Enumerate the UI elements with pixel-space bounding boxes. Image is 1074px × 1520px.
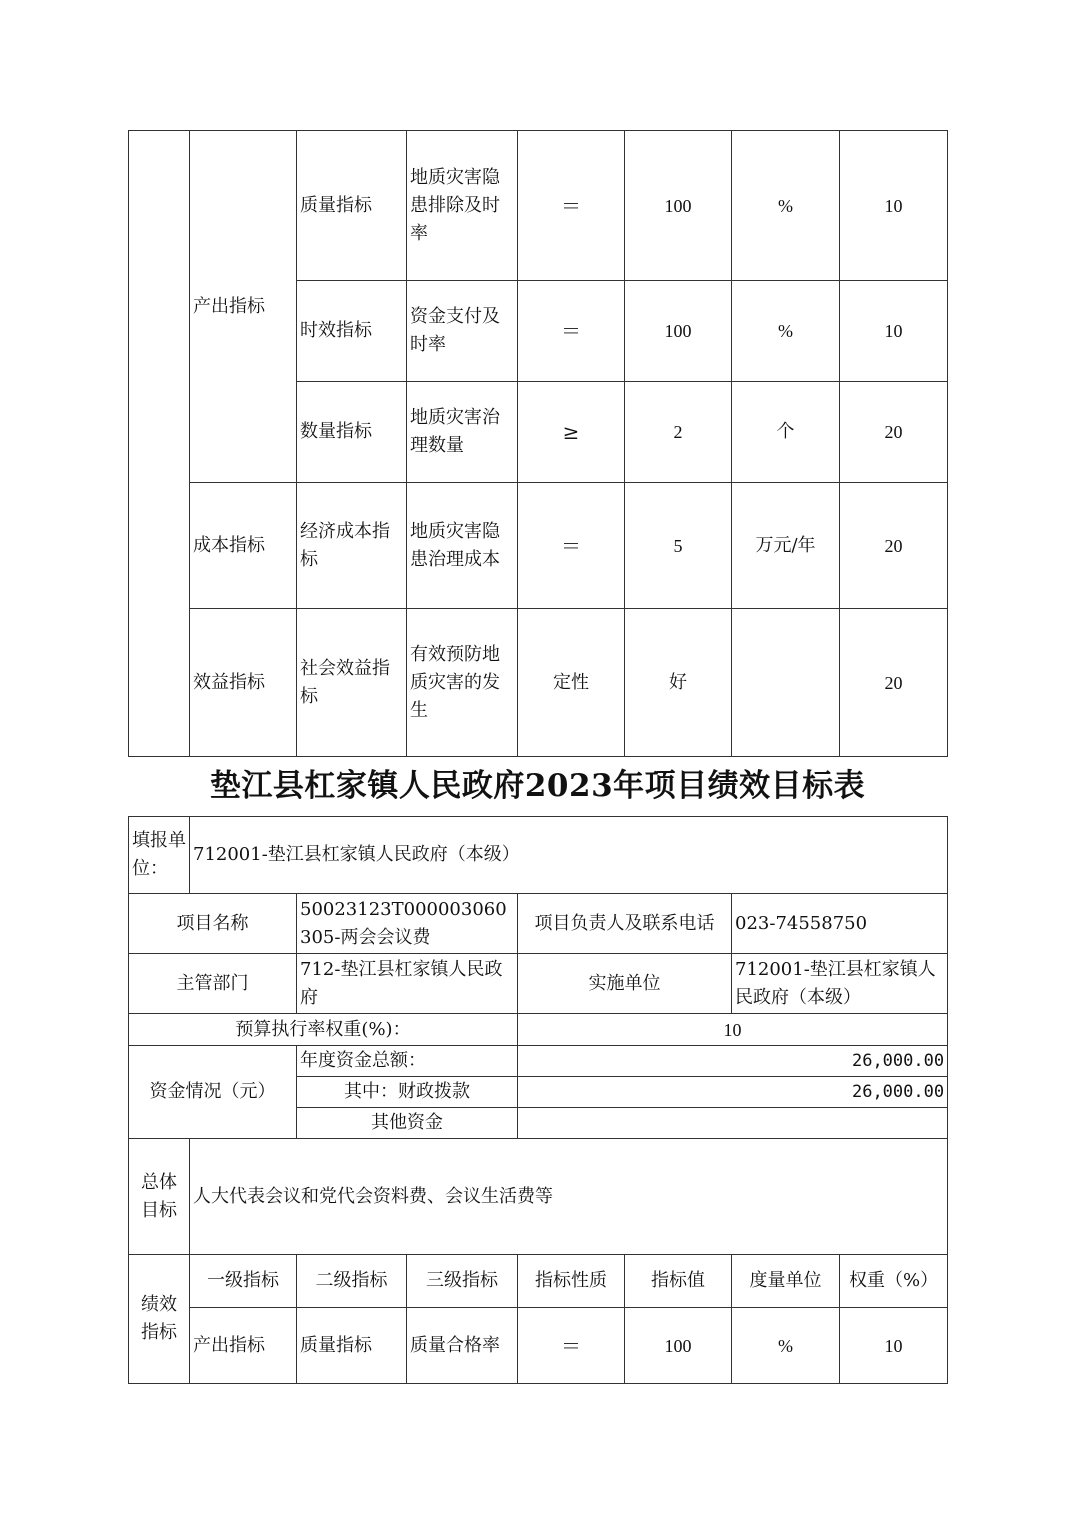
- unit-cell: %: [732, 281, 840, 382]
- weight-cell: 20: [840, 609, 948, 757]
- unit-cell: [732, 609, 840, 757]
- nature-cell: 定性: [518, 609, 625, 757]
- value-cell: 2: [625, 382, 732, 483]
- unit-cell: 个: [732, 382, 840, 483]
- dept-label: 主管部门: [129, 954, 297, 1014]
- perf-indicator-label: 绩效指标: [129, 1255, 190, 1384]
- nature-cell: ＝: [518, 1308, 625, 1384]
- contact-label: 项目负责人及联系电话: [518, 894, 732, 954]
- weight-cell: 20: [840, 483, 948, 609]
- table-row: [129, 894, 948, 954]
- header-cell: 指标值: [625, 1255, 732, 1308]
- contact-value: 023-74558750: [732, 894, 948, 954]
- table-row: [129, 817, 948, 894]
- value-cell: 100: [625, 281, 732, 382]
- project-name-label: 项目名称: [129, 894, 297, 954]
- level3-cell: 地质灾害隐患治理成本: [407, 483, 518, 609]
- nature-cell: ＝: [518, 281, 625, 382]
- level1-cell: 产出指标: [190, 1308, 297, 1384]
- header-cell: 一级指标: [190, 1255, 297, 1308]
- budget-rate-label: 预算执行率权重(%)：: [129, 1014, 518, 1046]
- header-cell: 度量单位: [732, 1255, 840, 1308]
- weight-cell: 20: [840, 382, 948, 483]
- fiscal-value: 26,000.00: [518, 1077, 948, 1108]
- level2-cell: 经济成本指标: [297, 483, 407, 609]
- nature-cell: ＝: [518, 131, 625, 281]
- level1-cost: 成本指标: [190, 483, 297, 609]
- header-cell: 二级指标: [297, 1255, 407, 1308]
- level3-cell: 地质灾害隐患排除及时率: [407, 131, 518, 281]
- table-row: [129, 1014, 948, 1046]
- impl-label: 实施单位: [518, 954, 732, 1014]
- blank-cell: [129, 131, 190, 757]
- level3-cell: 质量合格率: [407, 1308, 518, 1384]
- level3-cell: 有效预防地质灾害的发生: [407, 609, 518, 757]
- table-row: [129, 1139, 948, 1255]
- level2-cell: 时效指标: [297, 281, 407, 382]
- level1-benefit: 效益指标: [190, 609, 297, 757]
- overall-goal-label: 总体目标: [129, 1139, 190, 1255]
- level2-cell: 质量指标: [297, 1308, 407, 1384]
- unit-cell: %: [732, 1308, 840, 1384]
- value-cell: 好: [625, 609, 732, 757]
- fill-unit-label: 填报单位：: [129, 817, 190, 894]
- table-row: [129, 954, 948, 1014]
- fiscal-label: 其中：财政拨款: [297, 1077, 518, 1108]
- other-funds-label: 其他资金: [297, 1108, 518, 1139]
- fill-unit-value: 712001-垫江县杠家镇人民政府（本级）: [190, 817, 948, 894]
- other-funds-value: [518, 1108, 948, 1139]
- nature-cell: ≥: [518, 382, 625, 483]
- level3-cell: 地质灾害治理数量: [407, 382, 518, 483]
- budget-rate-value: 10: [518, 1014, 948, 1046]
- overall-goal-value: 人大代表会议和党代会资料费、会议生活费等: [190, 1139, 948, 1255]
- table-row: [129, 1308, 948, 1384]
- header-cell: 权重（%）: [840, 1255, 948, 1308]
- level2-cell: 质量指标: [297, 131, 407, 281]
- project-name-value: 50023123T000003060305-两会会议费: [297, 894, 518, 954]
- table-row: [129, 1255, 948, 1308]
- funds-label: 资金情况（元）: [129, 1046, 297, 1139]
- weight-cell: 10: [840, 131, 948, 281]
- page-title: 垫江县杠家镇人民政府2023年项目绩效目标表: [209, 768, 866, 804]
- indicator-table-continued: [128, 130, 948, 757]
- annual-total-label: 年度资金总额：: [297, 1046, 518, 1077]
- level2-cell: 数量指标: [297, 382, 407, 483]
- weight-cell: 10: [840, 281, 948, 382]
- unit-cell: 万元/年: [732, 483, 840, 609]
- impl-value: 712001-垫江县杠家镇人民政府（本级）: [732, 954, 948, 1014]
- level1-output: 产出指标: [190, 131, 297, 483]
- level2-cell: 社会效益指标: [297, 609, 407, 757]
- value-cell: 100: [625, 1308, 732, 1384]
- table-row: [129, 483, 948, 609]
- dept-value: 712-垫江县杠家镇人民政府: [297, 954, 518, 1014]
- weight-cell: 10: [840, 1308, 948, 1384]
- annual-total-value: 26,000.00: [518, 1046, 948, 1077]
- table-row: [129, 1046, 948, 1077]
- header-cell: 三级指标: [407, 1255, 518, 1308]
- table-row: [129, 131, 948, 281]
- performance-goal-table: [128, 816, 948, 1384]
- value-cell: 100: [625, 131, 732, 281]
- table-row: [129, 609, 948, 757]
- unit-cell: %: [732, 131, 840, 281]
- nature-cell: ＝: [518, 483, 625, 609]
- level3-cell: 资金支付及时率: [407, 281, 518, 382]
- header-cell: 指标性质: [518, 1255, 625, 1308]
- value-cell: 5: [625, 483, 732, 609]
